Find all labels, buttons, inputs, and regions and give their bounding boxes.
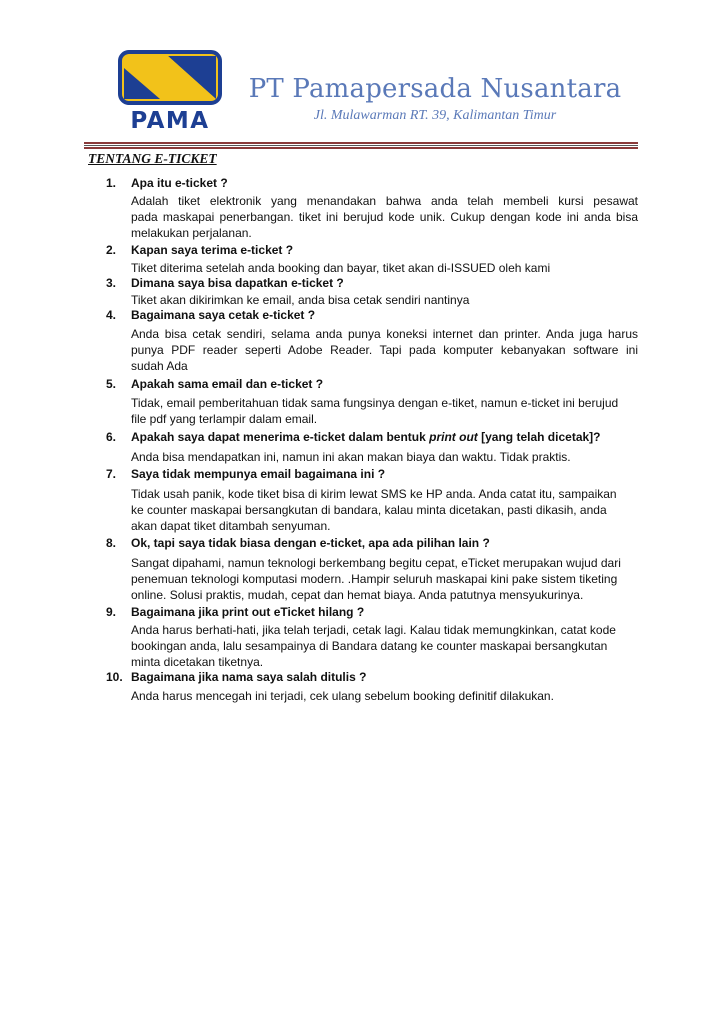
faq-answer: [131, 486, 638, 534]
answer-line: minta dicetakan tiketnya.: [131, 655, 264, 669]
answer-line: akan dapat tiket ditambah senyuman.: [131, 519, 331, 533]
question-text: Bagaimana jika nama saya salah ditulis ?: [131, 670, 367, 684]
faq-answer: [131, 555, 638, 603]
question-number: 8.: [106, 536, 117, 550]
answer-line: Anda bisa cetak sendiri, selama anda punya koneksi internet dan printer. Anda juga harus: [131, 327, 638, 341]
answer-line: Anda harus mencegah ini terjadi, cek ulang sebelum booking definitif dilakukan.: [131, 689, 554, 703]
faq-answer: [131, 260, 638, 276]
faq-answer: [131, 292, 638, 308]
answer-line: bookingan anda, lalu sesampainya di Bandara datang ke counter maskapai bersangkutan: [131, 639, 608, 653]
faq-question: [106, 243, 293, 257]
question-number: 2.: [106, 243, 117, 257]
faq-question: [106, 430, 601, 444]
question-number: 3.: [106, 276, 117, 290]
question-emphasis: print out: [429, 430, 478, 444]
logo-text: PAMA: [130, 108, 210, 130]
answer-line: Anda harus berhati-hati, jika telah terjadi, cetak lagi. Kalau tidak memungkinkan, catat kode: [131, 623, 616, 637]
question-text: Dimana saya bisa dapatkan e-ticket ?: [131, 276, 344, 290]
question-text: Ok, tapi saya tidak biasa dengan e-ticket, apa ada pilihan lain ?: [131, 536, 490, 550]
answer-line: penemuan teknologi komputasi modern. .Hampir seluruh maskapai kini pake sistem tiketing: [131, 572, 618, 586]
faq-question: [106, 276, 344, 290]
faq-question: [106, 377, 323, 391]
faq-question: [106, 176, 228, 190]
answer-line: sudah Ada: [131, 359, 188, 373]
answer-line: pada maskapai penerbangan. tiket ini berujud kode unik. Cukup dengan kode ini anda bisa: [131, 210, 638, 224]
question-text: Saya tidak mempunya email bagaimana ini ?: [131, 467, 386, 481]
answer-line: Sangat dipahami, namun teknologi berkembang begitu cepat, eTicket merupakan wujud dari: [131, 556, 621, 570]
faq-answer: [131, 688, 638, 704]
answer-line: Anda bisa mendapatkan ini, namun ini akan makan biaya dan waktu. Tidak praktis.: [131, 450, 571, 464]
question-text: Apakah sama email dan e-ticket ?: [131, 377, 324, 391]
answer-line: Tidak usah panik, kode tiket bisa di kirim lewat SMS ke HP anda. Anda catat itu, sampaikan: [131, 487, 617, 501]
question-text-tail: [yang telah dicetak]?: [481, 430, 601, 444]
answer-line: ke counter maskapai bersangkutan di bandara, kalau minta dicetakan, pasti dikasih, anda: [131, 503, 607, 517]
faq-answer: [131, 193, 638, 241]
company-address: Jl. Mulawarman RT. 39, Kalimantan Timur: [313, 108, 557, 123]
question-number: 9.: [106, 605, 117, 619]
answer-line: file pdf yang terlampir dalam email.: [131, 412, 318, 426]
question-number: 10.: [106, 670, 123, 684]
question-text: Apakah saya dapat menerima e-ticket dalam bentuk: [131, 430, 426, 444]
question-number: 1.: [106, 176, 117, 190]
question-number: 7.: [106, 467, 117, 481]
question-number: 5.: [106, 377, 117, 391]
question-text: Bagaimana saya cetak e-ticket ?: [131, 308, 316, 322]
faq-answer: [131, 622, 638, 670]
answer-line: punya PDF reader seperti Adobe Reader. Tapi pada komputer kebanyakan software ini: [131, 343, 638, 357]
faq-answer: [131, 449, 638, 465]
answer-line: Tidak, email pemberitahuan tidak sama fungsinya dengan e-tiket, namun e-ticket ini berujud: [131, 396, 619, 410]
answer-line: melakukan perjalanan.: [131, 226, 252, 240]
answer-line: Tiket diterima setelah anda booking dan bayar, tiket akan di-ISSUED oleh kami: [131, 261, 551, 275]
answer-line: Tiket akan dikirimkan ke email, anda bisa cetak sendiri nantinya: [131, 293, 470, 307]
answer-line: Adalah tiket elektronik yang menandakan bahwa anda telah membeli kursi pesawat: [131, 194, 638, 208]
faq-answer: [131, 395, 638, 427]
faq-question: [106, 536, 490, 550]
faq-question: [106, 670, 366, 684]
question-text: Kapan saya terima e-ticket ?: [131, 243, 294, 257]
question-number: 4.: [106, 308, 117, 322]
faq-question: [106, 605, 364, 619]
question-number: 6.: [106, 430, 117, 444]
company-name: PT Pamapersada Nusantara: [248, 74, 622, 104]
question-text: Apa itu e-ticket ?: [131, 176, 228, 190]
question-text: Bagaimana jika print out eTicket hilang ?: [131, 605, 365, 619]
faq-question: [106, 467, 385, 481]
answer-line: online. Solusi praktis, mudah, cepat dan hemat biaya. Anda patutnya mensyukurinya.: [131, 588, 584, 602]
faq-answer: [131, 326, 638, 374]
faq-question: [106, 308, 315, 322]
section-title: TENTANG E-TICKET: [88, 151, 217, 166]
